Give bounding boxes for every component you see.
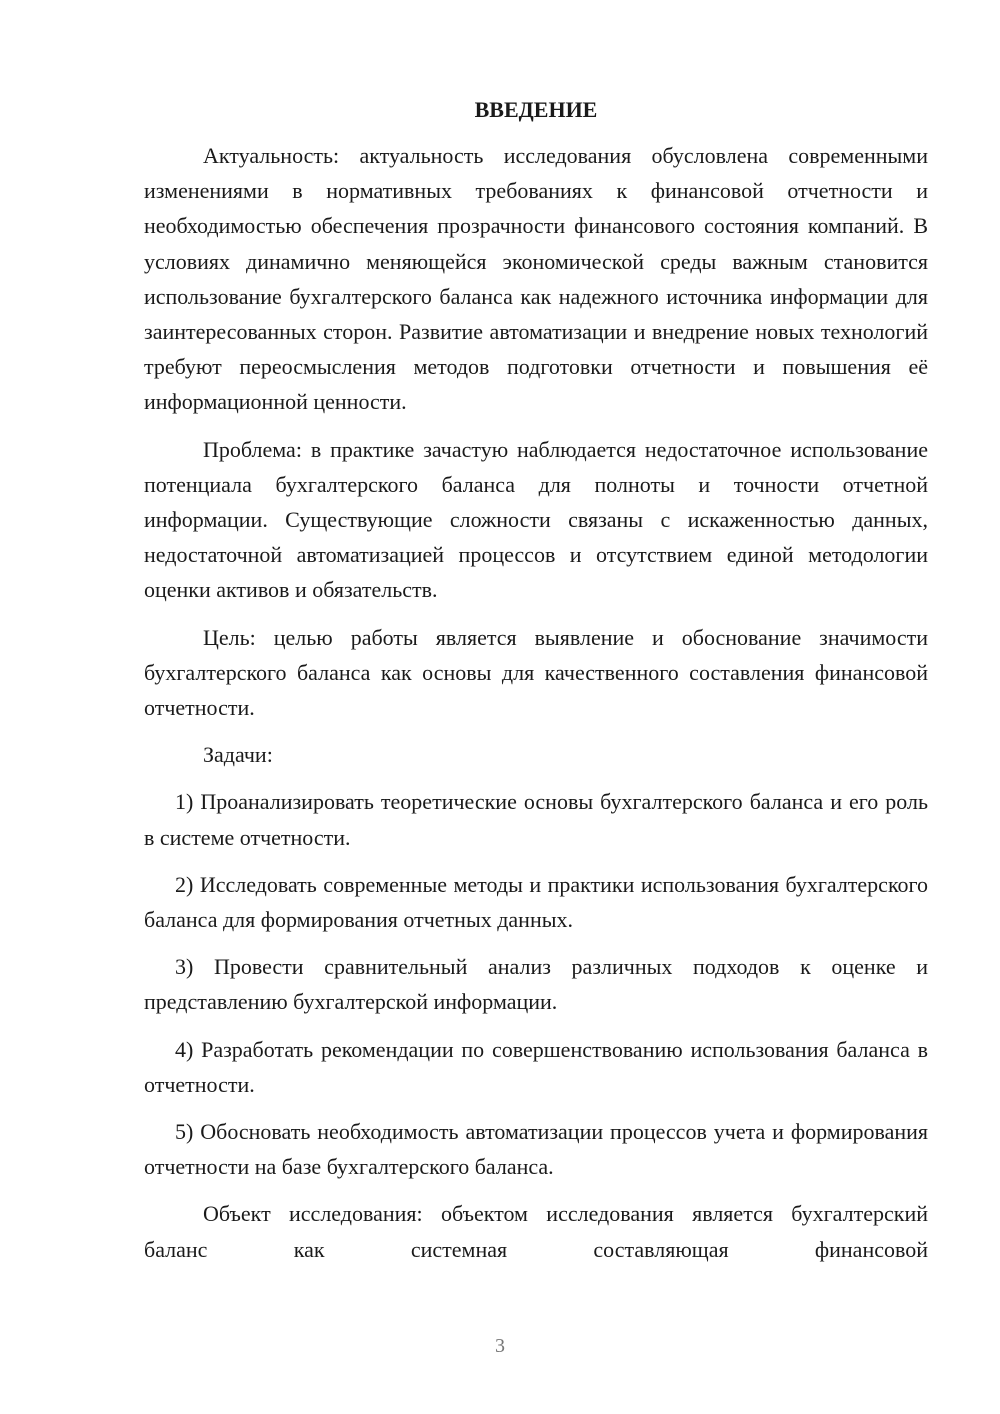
task-item-5: 5) Обосновать необходимость автоматизации процессов учета и формирования отчетности на базе бухгалтерского баланса. <box>144 1119 928 1180</box>
page-number: 3 <box>495 1335 505 1357</box>
paragraph-problem: Проблема: в практике зачастую наблюдается недостаточное использование потенциала бухгалтерского баланса для полноты и точности отчетной информации. Существующие сложности связаны с искаженностью данных, недостаточной автоматизацией процессов и отсутствием единой методологии оценки активов и обязательств. <box>144 436 928 603</box>
tasks-label: Задачи: <box>203 742 273 768</box>
paragraph-goal: Цель: целью работы является выявление и обоснование значимости бухгалтерского баланса как основы для качественного составления финансовой отчетности. <box>144 624 928 721</box>
paragraph-object: Объект исследования: объектом исследования является бухгалтерский баланс как системная составляющая финансовой <box>144 1201 928 1262</box>
section-heading: ВВЕДЕНИЕ <box>474 97 598 122</box>
document-page <box>144 92 928 1267</box>
task-item-4: 4) Разработать рекомендации по совершенствованию использования баланса в отчетности. <box>144 1036 928 1097</box>
task-item-1: 1) Проанализировать теоретические основы бухгалтерского баланса и его роль в системе отчетности. <box>144 789 928 850</box>
task-item-2: 2) Исследовать современные методы и практики использования бухгалтерского баланса для формирования отчетных данных. <box>144 871 928 933</box>
task-item-3: 3) Провести сравнительный анализ различных подходов к оценке и представлению бухгалтерской информации. <box>144 954 928 1015</box>
paragraph-relevance: Актуальность: актуальность исследования обусловлена современными изменениями в нормативных требованиях к финансовой отчетности и необходимостью обеспечения прозрачности финансового состояния компаний. В условиях динамично меняющейся экономической среды важным становится использование бухгалтерского баланса как надежного источника информации для заинтересованных сторон. Развитие автоматизации и внедрение новых технологий требуют переосмысления методов подготовки отчетности и повышения её информационной ценности. <box>144 143 928 415</box>
